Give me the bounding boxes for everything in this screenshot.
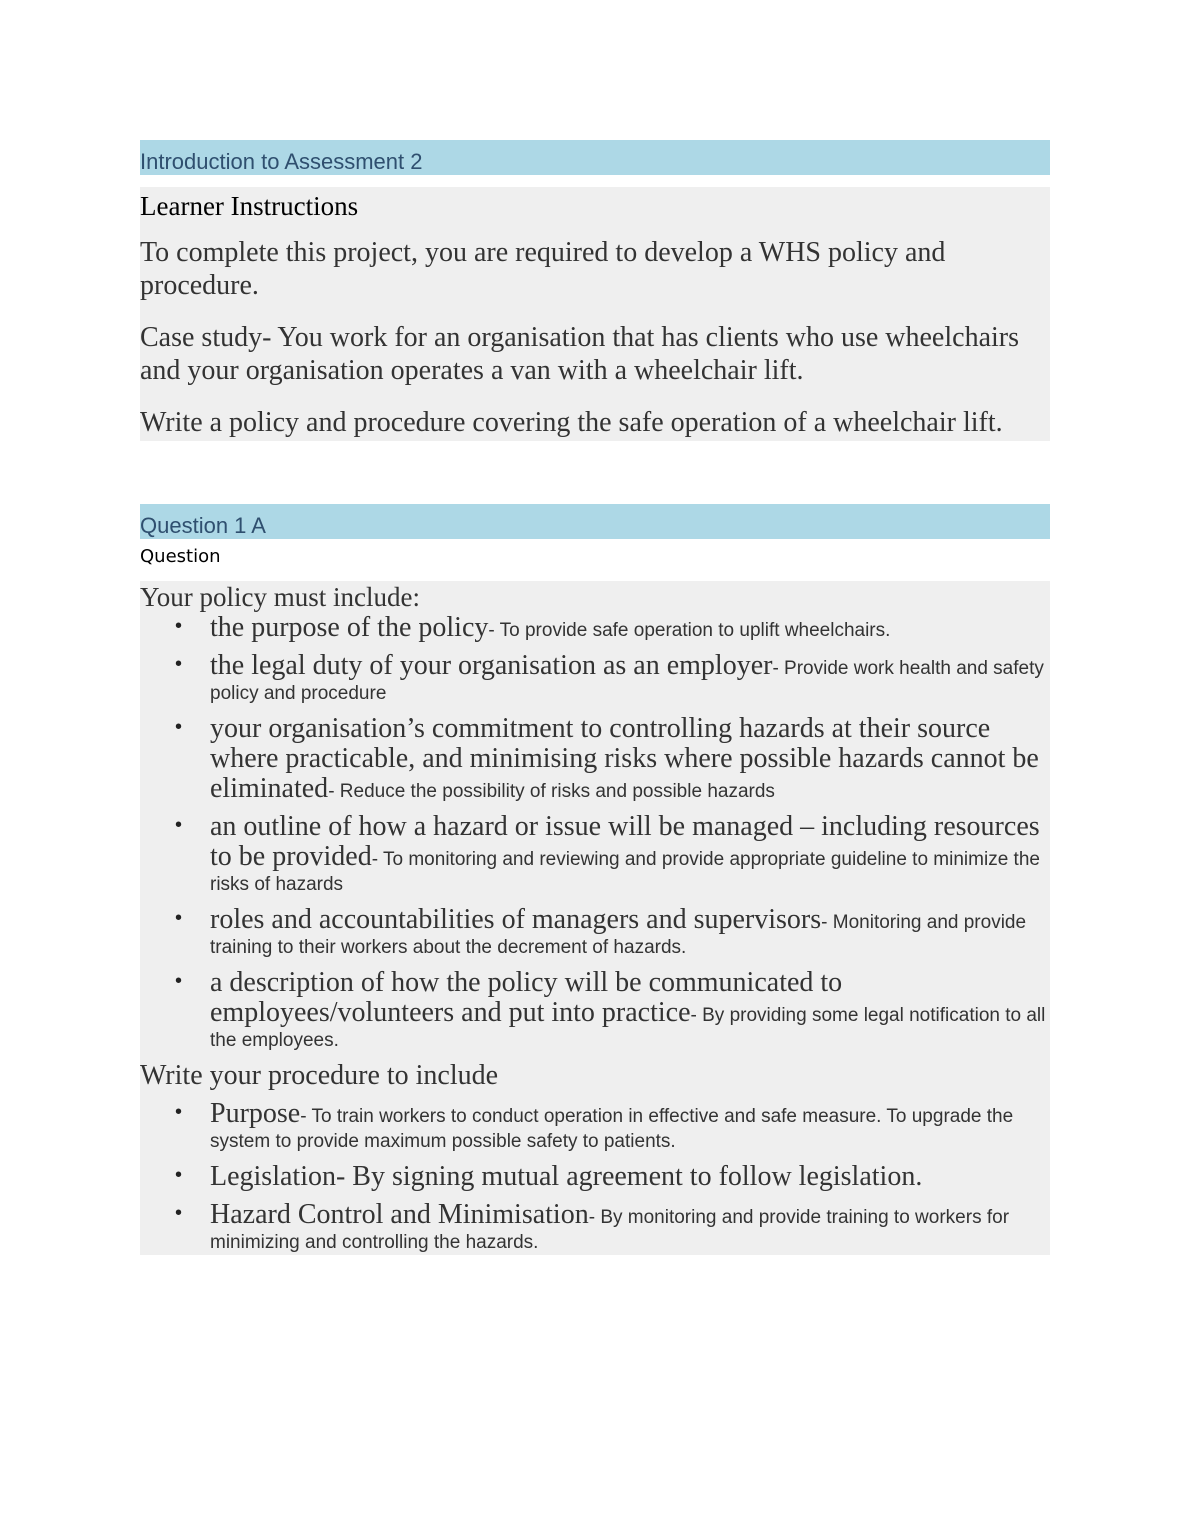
bullet-icon: • (175, 1101, 183, 1123)
bullet-icon: • (175, 907, 183, 929)
learner-instructions-title: Learner Instructions (140, 191, 359, 221)
policy-list (175, 613, 1050, 1053)
list-item: • Hazard Control and Minimisation- By monitoring and provide training to workers for minimizing and controlling the hazards. (175, 1199, 1010, 1253)
procedure-list-wrap (175, 1099, 1050, 1255)
list-item: • the purpose of the policy- To provide safe operation to uplift wheelchairs. (175, 612, 891, 643)
list-item: • an outline of how a hazard or issue will be managed – including resources to be provided- To monitoring and reviewing and provide appropriate guideline to minimize the risks of hazards (175, 811, 1040, 895)
list-item: • roles and accountabilities of managers and supervisors- Monitoring and provide training to their workers about the decrement of hazards. (175, 904, 1027, 958)
bullet-icon: • (175, 716, 183, 738)
bullet-icon: • (175, 814, 183, 836)
list-item: • the legal duty of your organisation as an employer- Provide work health and safety policy and procedure (175, 650, 1044, 704)
list-item: • Purpose- To train workers to conduct operation in effective and safe measure. To upgrade the system to provide maximum possible safety to patients. (175, 1098, 1014, 1152)
bullet-icon: • (175, 615, 183, 637)
policy-list-wrap (175, 613, 1050, 1053)
procedure-list (175, 1099, 1050, 1255)
intro-paragraph: To complete this project, you are required to develop a WHS policy and procedure. (140, 237, 946, 301)
question-box (140, 581, 1050, 1255)
bullet-icon: • (175, 1164, 183, 1186)
procedure-lead: Write your procedure to include (140, 1059, 1050, 1093)
bullet-icon: • (175, 653, 183, 675)
list-item: • your organisation’s commitment to controlling hazards at their source where practicable, and minimising risks where possible hazards cannot be eliminated- Reduce the possibility of risks and possible hazards (175, 713, 1039, 804)
bullet-icon: • (175, 1202, 183, 1224)
question-bar-title: Question 1 A (140, 513, 266, 538)
bullet-icon: • (175, 970, 183, 992)
list-item: • a description of how the policy will be communicated to employees/volunteers and put into practice- By providing some legal notification to all the employees. (175, 967, 1046, 1051)
document-page (140, 140, 1050, 1255)
intro-bar-title: Introduction to Assessment 2 (140, 149, 423, 174)
intro-section-bar (140, 140, 1050, 175)
intro-paragraph: Write a policy and procedure covering the safe operation of a wheelchair lift. (140, 407, 1003, 438)
policy-lead: Your policy must include: (140, 581, 1050, 613)
intro-paragraph: Case study- You work for an organisation that has clients who use wheelchairs and your organisation operates a van with a wheelchair lift. (140, 322, 1019, 386)
question-section-bar (140, 504, 1050, 539)
question-label: Question (140, 546, 221, 567)
intro-box (140, 187, 1050, 441)
list-item: • Legislation- By signing mutual agreement to follow legislation. (175, 1161, 923, 1192)
